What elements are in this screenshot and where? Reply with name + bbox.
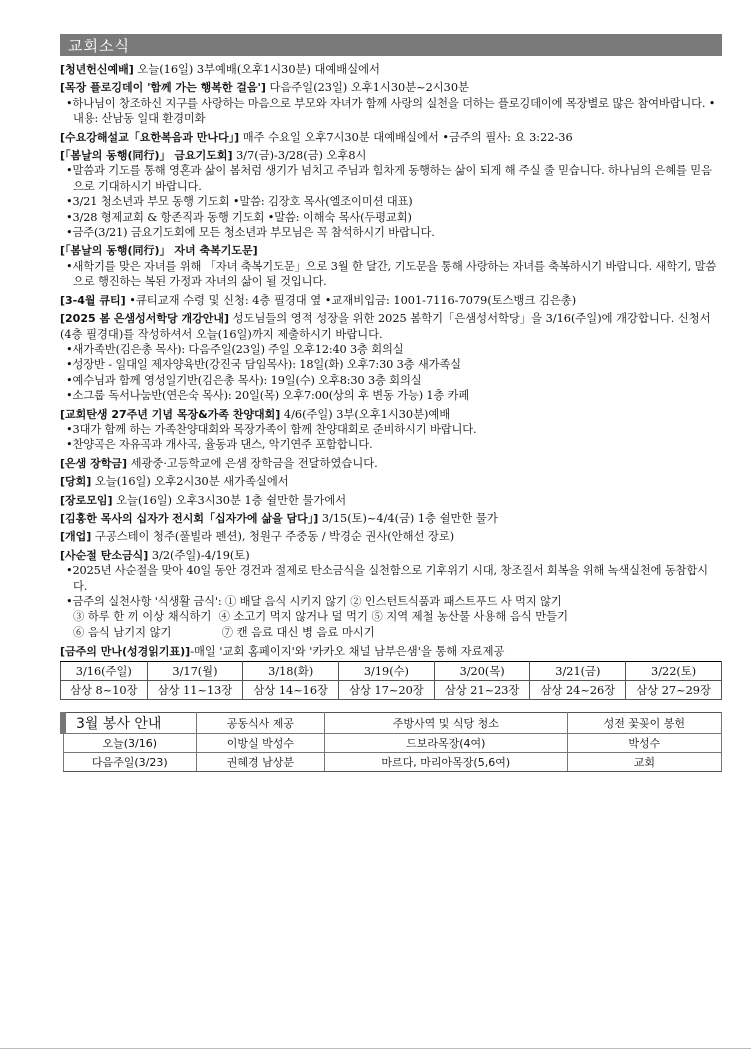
news-item-heading: [수요강해설교「요한복음과 만나다」] bbox=[60, 130, 240, 144]
news-item-heading: [청년헌신예배] bbox=[60, 63, 134, 76]
service-cell: 이방실 박성수 bbox=[197, 734, 325, 753]
bible-reading-table bbox=[60, 661, 722, 700]
news-bullet: •하나님이 창조하신 지구를 사랑하는 마음으로 부모와 자녀가 함께 사랑의 실천을 더하는 플로깅데이에 목장별로 많은 참여바랍니다. •내용: 산남동 일대 환경미화 bbox=[66, 96, 716, 126]
bible-day: 3/16(주일) bbox=[61, 662, 148, 681]
news-bullet: •예수님과 함께 영성일기반(김은총 목사): 19일(수) 오후8:30 3층 회의실 bbox=[66, 373, 422, 387]
service-col-meal: 공동식사 제공 bbox=[197, 713, 325, 734]
news-item-heading: [교회탄생 27주년 기념 목장&가족 찬양대회] bbox=[60, 407, 281, 421]
news-bullet: •찬양곡은 자유곡과 개사곡, 율동과 댄스, 악기연주 포함합니다. bbox=[66, 438, 373, 452]
news-bullet: •금주의 실천사항 '식생활 금식': ① 배달 음식 시키지 않기 ② 인스턴트식품과 패스트푸드 사 먹지 않기 bbox=[66, 595, 562, 608]
news-bullet: •소그룹 독서나눔반(연은숙 목사): 20일(목) 오후7:00(상의 후 변동 가능) 1층 카페 bbox=[66, 389, 470, 403]
news-item-heading: [사순절 탄소금식] bbox=[60, 548, 149, 562]
news-sub-line: ⑥ 음식 남기지 않기 ⑦ 캔 음료 대신 병 음료 마시기 bbox=[73, 625, 375, 639]
news-bullet: •3대가 함께 하는 가족찬양대회와 목장가족이 함께 찬양대회로 준비하시기 바랍니다. bbox=[66, 422, 477, 436]
news-item-heading: [「봄날의 동행(同行)」 자녀 축복기도문] bbox=[60, 244, 258, 258]
news-item-text: 오늘(16일) 3부예배(오후1시30분) 대예배실에서 bbox=[133, 63, 380, 76]
bible-reading-title: [금주의 만나(성경읽기표)]-매일 '교회 홈페이지'와 '카카오 채널 남부은샘'을 통해 자료제공 bbox=[60, 645, 505, 659]
bible-day: 3/21(금) bbox=[530, 662, 626, 681]
news-list bbox=[60, 62, 722, 640]
news-bullet: •성장반 - 일대일 제자양육반(강진국 담임목사): 18일(화) 오후7:30 3층 새가족실 bbox=[66, 358, 461, 372]
bible-reading: 삼상 8~10장 bbox=[61, 681, 148, 700]
bible-reading: 삼상 11~13장 bbox=[147, 681, 243, 700]
news-item-text: 4/6(주일) 3부(오후1시30분)예배 bbox=[280, 407, 451, 421]
news-bullet: •새학기를 맞은 자녀를 위해 「자녀 축복기도문」으로 3월 한 달간, 기도문을 통해 사랑하는 자녀를 축복하시기 바랍니다. 새학기, 말씀으로 행진하는 복된 가정과 자녀의 삶이 될 것입니다. bbox=[66, 259, 717, 289]
news-item-heading: [개업] bbox=[60, 530, 92, 544]
bible-reading: 삼상 14~16장 bbox=[243, 681, 339, 700]
bible-day: 3/22(토) bbox=[626, 662, 722, 681]
news-item-heading: [은샘 장학금] bbox=[60, 456, 128, 470]
news-item-text: 구공스테이 청주(풀빌라 펜션), 청원구 주중동 / 박경순 권사(안해선 장로) bbox=[91, 530, 455, 544]
news-item bbox=[60, 474, 722, 489]
news-item-heading: [3-4월 큐티] bbox=[60, 293, 126, 307]
service-col-kitchen: 주방사역 및 식당 청소 bbox=[324, 713, 567, 734]
service-cell: 교회 bbox=[567, 753, 721, 772]
news-item-text: 오늘(16일) 오후2시30분 새가족실에서 bbox=[91, 475, 289, 489]
service-title: 3월 봉사 안내 bbox=[63, 713, 197, 734]
service-date: 오늘(3/16) bbox=[63, 734, 197, 753]
news-item bbox=[60, 243, 722, 289]
news-item-text: 3/7(금)-3/28(금) 오후8시 bbox=[232, 149, 367, 163]
bible-reading: 삼상 17~20장 bbox=[339, 681, 435, 700]
bible-reading: 삼상 24~26장 bbox=[530, 681, 626, 700]
bible-day: 3/18(화) bbox=[243, 662, 339, 681]
news-item-heading: [당회] bbox=[60, 475, 92, 489]
bible-day: 3/19(수) bbox=[339, 662, 435, 681]
news-bullet: •새가족반(김은총 목사): 다음주일(23일) 주일 오후12:40 3층 회의실 bbox=[66, 342, 404, 356]
news-bullet: •2025년 사순절을 맞아 40일 동안 경건과 절제로 탄소금식을 실천함으로 기후위기 시대, 창조질서 회복을 위해 녹색실천에 동참합시다. bbox=[66, 564, 708, 593]
service-cell: 마르다, 마리아목장(5,6여) bbox=[324, 753, 567, 772]
news-item-text: 매주 수요일 오후7시30분 대예배실에서 •금주의 필사: 요 3:22-36 bbox=[239, 130, 573, 144]
news-item-text: 다음주일(23일) 오후1시30분~2시30분 bbox=[265, 81, 469, 95]
news-item-heading: [김홍한 목사의 십자가 전시회「십자가에 삶을 담다」] bbox=[60, 511, 319, 525]
news-item-text: 오늘(16일) 오후3시30분 1층 쉴만한 물가에서 bbox=[112, 493, 347, 507]
news-item-text: •큐티교재 수령 및 신청: 4층 필경대 옆 •교재비입금: 1001-7116-7079(토스뱅크 김은총) bbox=[125, 293, 577, 307]
news-item bbox=[60, 493, 722, 508]
news-bullet: •3/21 청소년과 부모 동행 기도회 •말씀: 김장호 목사(엘조이미션 대표) bbox=[66, 195, 413, 209]
news-item-text: 3/15(토)~4/4(금) 1층 쉴만한 물가 bbox=[318, 511, 498, 525]
bible-day: 3/17(월) bbox=[147, 662, 243, 681]
news-item bbox=[60, 148, 722, 240]
news-item-text: 성도님들의 영적 성장을 위한 2025 봄학기「은샘성서학당」을 3/16(주일)에 개강합니다. 신청서(4층 필경대)를 작성하셔서 오늘(16일)까지 제출하시기 바랍니다. bbox=[60, 312, 711, 341]
service-cell: 드보라목장(4여) bbox=[324, 734, 567, 753]
bible-reading: 삼상 21~23장 bbox=[434, 681, 530, 700]
service-col-flowers: 성전 꽃꽂이 봉헌 bbox=[567, 713, 721, 734]
bible-day: 3/20(목) bbox=[434, 662, 530, 681]
news-bullet: •3/28 형제교회 & 항존직과 동행 기도회 •말씀: 이해숙 목사(두평교회) bbox=[66, 210, 412, 224]
service-row bbox=[63, 734, 722, 753]
news-item bbox=[60, 130, 722, 145]
news-item bbox=[60, 407, 722, 453]
news-item-text: 3/2(주일)-4/19(토) bbox=[148, 548, 250, 562]
news-item bbox=[60, 62, 722, 77]
news-item bbox=[60, 529, 722, 544]
service-cell: 박성수 bbox=[567, 734, 721, 753]
section-title: 교회소식 bbox=[68, 36, 130, 55]
bible-reading-section bbox=[60, 644, 722, 700]
news-bullet: •말씀과 기도를 통해 영혼과 삶이 봄처럼 생기가 넘치고 주님과 힘차게 동행하는 삶이 되게 해 주실 줄 믿습니다. 하나님의 은혜를 믿음으로 기대하시기 바랍니다. bbox=[66, 164, 712, 193]
service-row bbox=[63, 753, 722, 772]
news-item bbox=[60, 311, 722, 403]
news-item bbox=[60, 80, 722, 126]
news-item-heading: [목장 플로깅데이 '함께 가는 행복한 걸음'] bbox=[60, 81, 266, 95]
news-item-text: 세광중·고등학교에 은샘 장학금을 전달하였습니다. bbox=[127, 456, 378, 470]
bible-reading: 삼상 27~29장 bbox=[626, 681, 722, 700]
news-item bbox=[60, 548, 722, 640]
news-item-heading: [2025 봄 은샘성서학당 개강안내] bbox=[60, 312, 230, 326]
section-header bbox=[60, 34, 722, 56]
news-item bbox=[60, 511, 722, 526]
news-sub-line: ③ 하루 한 끼 이상 채식하기 ④ 소고기 먹지 않거나 덜 먹기 ⑤ 지역 제철 농산물 사용해 음식 만들기 bbox=[73, 610, 568, 624]
page-bottom-divider bbox=[0, 1048, 751, 1049]
service-cell: 권혜경 남상분 bbox=[197, 753, 325, 772]
news-bullet: •금주(3/21) 금요기도회에 모든 청소년과 부모님은 꼭 참석하시기 바랍니다. bbox=[66, 226, 435, 240]
news-item-heading: [「봄날의 동행(同行)」 금요기도회] bbox=[60, 149, 233, 163]
news-item-heading: [장로모임] bbox=[60, 493, 113, 507]
news-item bbox=[60, 293, 722, 308]
service-date: 다음주일(3/23) bbox=[63, 753, 197, 772]
bulletin-page bbox=[60, 34, 722, 772]
service-table bbox=[60, 712, 722, 772]
news-item bbox=[60, 456, 722, 471]
